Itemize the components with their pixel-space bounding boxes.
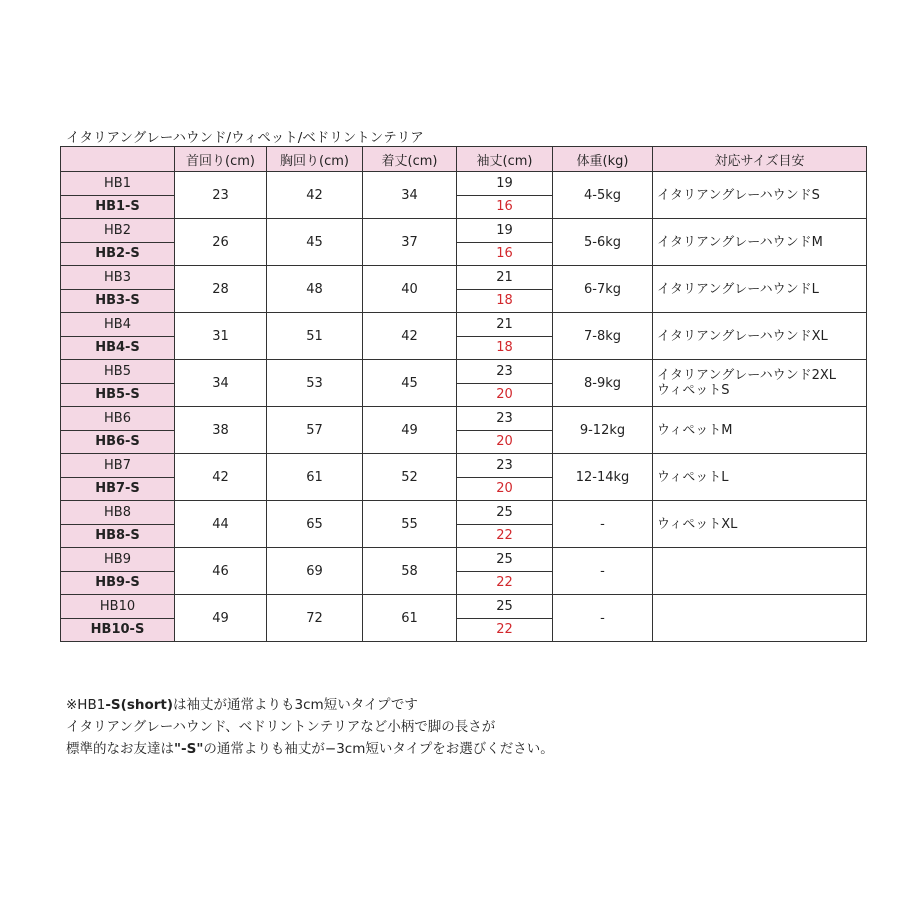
column-header-0 <box>61 147 175 172</box>
size-notes <box>66 694 554 760</box>
chest-cell: 48 <box>267 266 363 313</box>
length-cell: 45 <box>363 360 457 407</box>
table-row <box>61 407 867 431</box>
neck-cell: 44 <box>175 501 267 548</box>
header-row <box>61 147 867 172</box>
neck-cell: 31 <box>175 313 267 360</box>
chest-cell: 53 <box>267 360 363 407</box>
model-cell: HB1 <box>61 172 175 196</box>
weight-cell: 4-5kg <box>553 172 653 219</box>
sleeve-cell: 25 <box>457 548 553 572</box>
chart-title: イタリアングレーハウンド/ウィペット/ベドリントンテリア <box>66 130 424 146</box>
fit-label: イタリアングレーハウンドL <box>657 281 819 297</box>
model-short-cell: HB2-S <box>61 242 175 266</box>
sleeve-short-cell: 22 <box>457 524 553 548</box>
fit-cell <box>653 407 867 454</box>
table-body <box>61 172 867 642</box>
chest-cell: 65 <box>267 501 363 548</box>
fit-label: イタリアングレーハウンド2XL <box>657 368 836 383</box>
model-short-cell: HB4-S <box>61 336 175 360</box>
column-header-6: 対応サイズ目安 <box>653 147 867 172</box>
length-cell: 49 <box>363 407 457 454</box>
size-table <box>60 146 867 642</box>
chest-cell: 61 <box>267 454 363 501</box>
sleeve-cell: 23 <box>457 360 553 384</box>
sleeve-short-cell: 22 <box>457 571 553 595</box>
table-row <box>61 313 867 337</box>
table-row <box>61 548 867 572</box>
sleeve-cell: 23 <box>457 407 553 431</box>
weight-cell: 9-12kg <box>553 407 653 454</box>
fit-cell <box>653 454 867 501</box>
sleeve-cell: 25 <box>457 501 553 525</box>
fit-label: イタリアングレーハウンドS <box>657 187 820 203</box>
table-row <box>61 266 867 290</box>
neck-cell: 42 <box>175 454 267 501</box>
sleeve-short-cell: 20 <box>457 383 553 407</box>
length-cell: 58 <box>363 548 457 595</box>
model-short-cell: HB7-S <box>61 477 175 501</box>
neck-cell: 34 <box>175 360 267 407</box>
sleeve-cell: 19 <box>457 172 553 196</box>
sleeve-cell: 23 <box>457 454 553 478</box>
fit-label-secondary: ウィペットS <box>657 383 730 398</box>
length-cell: 37 <box>363 219 457 266</box>
model-cell: HB8 <box>61 501 175 525</box>
fit-label: ウィペットM <box>657 422 733 438</box>
neck-cell: 28 <box>175 266 267 313</box>
model-short-cell: HB10-S <box>61 618 175 642</box>
length-cell: 61 <box>363 595 457 642</box>
fit-cell <box>653 172 867 219</box>
sleeve-short-cell: 20 <box>457 477 553 501</box>
neck-cell: 26 <box>175 219 267 266</box>
neck-cell: 23 <box>175 172 267 219</box>
model-cell: HB3 <box>61 266 175 290</box>
model-cell: HB5 <box>61 360 175 384</box>
chest-cell: 51 <box>267 313 363 360</box>
sleeve-short-cell: 16 <box>457 195 553 219</box>
weight-cell: - <box>553 501 653 548</box>
chest-cell: 45 <box>267 219 363 266</box>
length-cell: 34 <box>363 172 457 219</box>
model-short-cell: HB6-S <box>61 430 175 454</box>
model-cell: HB2 <box>61 219 175 243</box>
table-row <box>61 172 867 196</box>
chest-cell: 69 <box>267 548 363 595</box>
weight-cell: 12-14kg <box>553 454 653 501</box>
model-cell: HB4 <box>61 313 175 337</box>
column-header-5: 体重(kg) <box>553 147 653 172</box>
sleeve-short-cell: 16 <box>457 242 553 266</box>
fit-label: ウィペットXL <box>657 516 738 532</box>
weight-cell: - <box>553 595 653 642</box>
fit-cell <box>653 313 867 360</box>
chest-cell: 57 <box>267 407 363 454</box>
sleeve-cell: 21 <box>457 266 553 290</box>
sleeve-cell: 25 <box>457 595 553 619</box>
sleeve-cell: 19 <box>457 219 553 243</box>
note-line-2: イタリアングレーハウンド、ベドリントンテリアなど小柄で脚の長さが <box>66 719 496 735</box>
note-line-1: ※HB1-S(short)は袖丈が通常よりも3cm短いタイプです <box>66 697 418 713</box>
model-short-cell: HB1-S <box>61 195 175 219</box>
model-short-cell: HB8-S <box>61 524 175 548</box>
column-header-4: 袖丈(cm) <box>457 147 553 172</box>
table-row <box>61 219 867 243</box>
column-header-3: 着丈(cm) <box>363 147 457 172</box>
neck-cell: 38 <box>175 407 267 454</box>
column-header-1: 首回り(cm) <box>175 147 267 172</box>
model-cell: HB6 <box>61 407 175 431</box>
model-cell: HB7 <box>61 454 175 478</box>
fit-cell <box>653 548 867 595</box>
length-cell: 40 <box>363 266 457 313</box>
table-row <box>61 454 867 478</box>
neck-cell: 46 <box>175 548 267 595</box>
sleeve-short-cell: 18 <box>457 336 553 360</box>
table-row <box>61 501 867 525</box>
table-row <box>61 360 867 384</box>
chest-cell: 72 <box>267 595 363 642</box>
model-cell: HB9 <box>61 548 175 572</box>
fit-label: ウィペットL <box>657 469 729 485</box>
weight-cell: - <box>553 548 653 595</box>
fit-cell <box>653 219 867 266</box>
weight-cell: 6-7kg <box>553 266 653 313</box>
sleeve-short-cell: 22 <box>457 618 553 642</box>
model-short-cell: HB5-S <box>61 383 175 407</box>
note-line-3: 標準的なお友達は"-S"の通常よりも袖丈が−3cm短いタイプをお選びください。 <box>66 741 554 757</box>
column-header-2: 胸回り(cm) <box>267 147 363 172</box>
fit-cell <box>653 501 867 548</box>
fit-cell <box>653 266 867 313</box>
weight-cell: 7-8kg <box>553 313 653 360</box>
fit-label: イタリアングレーハウンドXL <box>657 328 828 344</box>
fit-cell <box>653 595 867 642</box>
chest-cell: 42 <box>267 172 363 219</box>
model-short-cell: HB9-S <box>61 571 175 595</box>
sleeve-cell: 21 <box>457 313 553 337</box>
model-cell: HB10 <box>61 595 175 619</box>
fit-label: イタリアングレーハウンドM <box>657 234 823 250</box>
weight-cell: 8-9kg <box>553 360 653 407</box>
neck-cell: 49 <box>175 595 267 642</box>
length-cell: 52 <box>363 454 457 501</box>
fit-cell <box>653 360 867 407</box>
sleeve-short-cell: 18 <box>457 289 553 313</box>
sleeve-short-cell: 20 <box>457 430 553 454</box>
model-short-cell: HB3-S <box>61 289 175 313</box>
weight-cell: 5-6kg <box>553 219 653 266</box>
length-cell: 42 <box>363 313 457 360</box>
table-row <box>61 595 867 619</box>
length-cell: 55 <box>363 501 457 548</box>
